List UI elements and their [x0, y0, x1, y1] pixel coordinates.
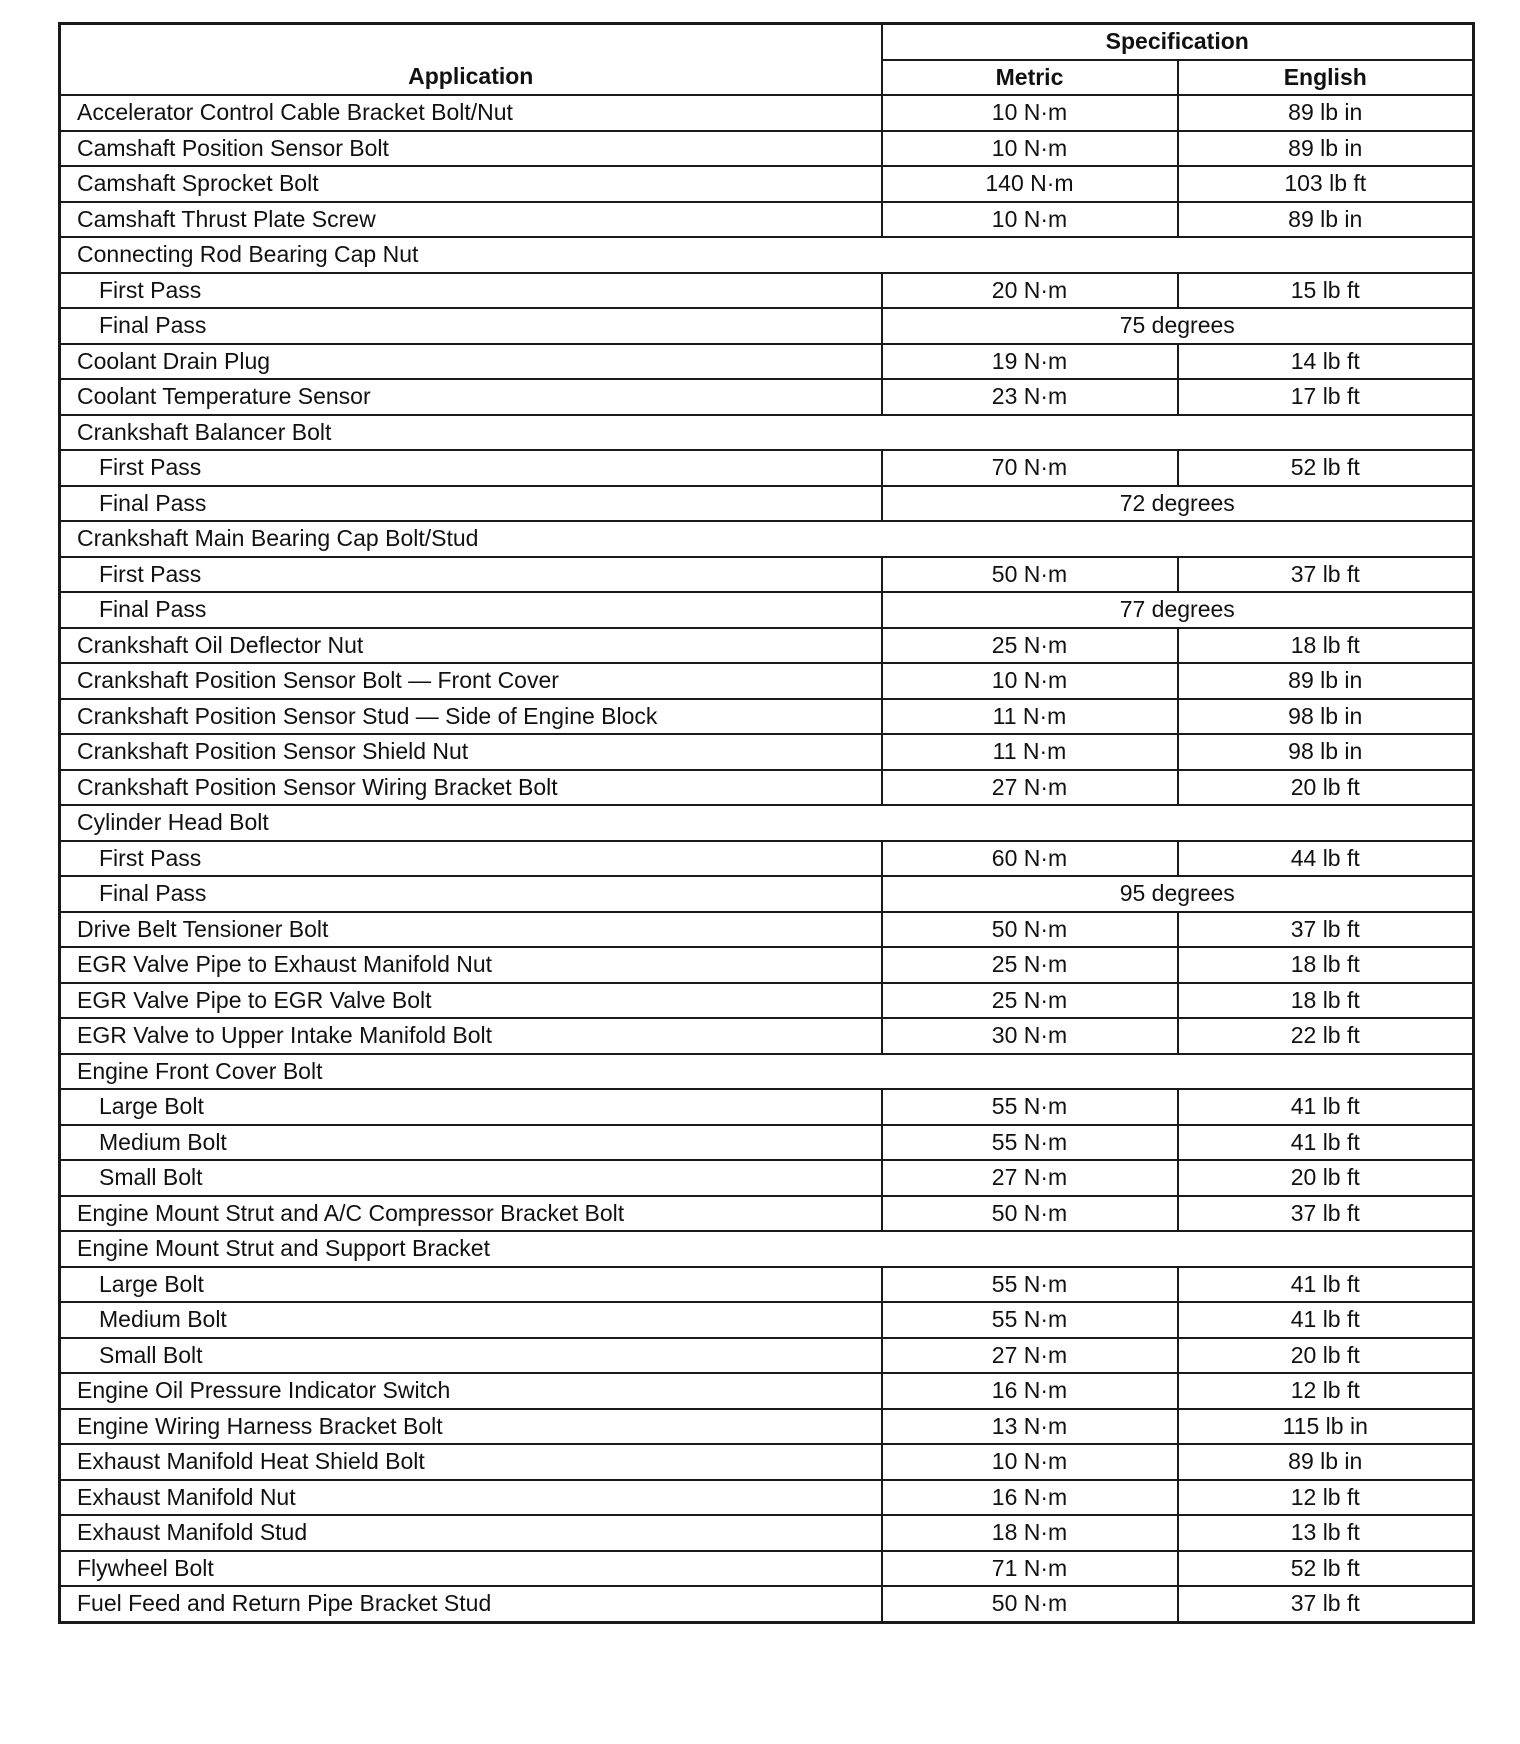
- application-cell: Large Bolt: [60, 1089, 882, 1125]
- table-row: [60, 1373, 1474, 1409]
- application-cell: Fuel Feed and Return Pipe Bracket Stud: [60, 1586, 882, 1622]
- metric-cell: 55 N·m: [882, 1125, 1178, 1161]
- metric-cell: 60 N·m: [882, 841, 1178, 877]
- angle-spec-cell: 75 degrees: [882, 308, 1474, 344]
- group-label: Crankshaft Main Bearing Cap Bolt/Stud: [60, 521, 1474, 557]
- application-cell: Exhaust Manifold Heat Shield Bolt: [60, 1444, 882, 1480]
- group-label: Crankshaft Balancer Bolt: [60, 415, 1474, 451]
- english-cell: 103 lb ft: [1178, 166, 1474, 202]
- metric-cell: 50 N·m: [882, 557, 1178, 593]
- group-label: Engine Front Cover Bolt: [60, 1054, 1474, 1090]
- table-row: [60, 912, 1474, 948]
- english-header: English: [1178, 60, 1474, 96]
- metric-cell: 20 N·m: [882, 273, 1178, 309]
- english-cell: 20 lb ft: [1178, 1338, 1474, 1374]
- application-cell: Engine Oil Pressure Indicator Switch: [60, 1373, 882, 1409]
- english-cell: 52 lb ft: [1178, 1551, 1474, 1587]
- application-cell: Medium Bolt: [60, 1125, 882, 1161]
- table-row: [60, 734, 1474, 770]
- application-cell: Engine Mount Strut and A/C Compressor Bracket Bolt: [60, 1196, 882, 1232]
- table-row: [60, 770, 1474, 806]
- application-cell: Final Pass: [60, 592, 882, 628]
- application-cell: Coolant Temperature Sensor: [60, 379, 882, 415]
- metric-cell: 10 N·m: [882, 131, 1178, 167]
- application-cell: Crankshaft Position Sensor Wiring Bracket Bolt: [60, 770, 882, 806]
- application-cell: Flywheel Bolt: [60, 1551, 882, 1587]
- english-cell: 22 lb ft: [1178, 1018, 1474, 1054]
- group-label: Engine Mount Strut and Support Bracket: [60, 1231, 1474, 1267]
- english-cell: 89 lb in: [1178, 131, 1474, 167]
- english-cell: 37 lb ft: [1178, 557, 1474, 593]
- torque-spec-table: [58, 22, 1475, 1624]
- english-cell: 89 lb in: [1178, 202, 1474, 238]
- application-cell: First Pass: [60, 450, 882, 486]
- table-row: [60, 521, 1474, 557]
- angle-spec-cell: 77 degrees: [882, 592, 1474, 628]
- application-cell: Crankshaft Position Sensor Shield Nut: [60, 734, 882, 770]
- application-cell: EGR Valve to Upper Intake Manifold Bolt: [60, 1018, 882, 1054]
- group-label: Connecting Rod Bearing Cap Nut: [60, 237, 1474, 273]
- table-row: [60, 1018, 1474, 1054]
- table-row: [60, 1267, 1474, 1303]
- table-row: [60, 131, 1474, 167]
- table-row: [60, 1551, 1474, 1587]
- application-cell: First Pass: [60, 557, 882, 593]
- group-label: Cylinder Head Bolt: [60, 805, 1474, 841]
- metric-cell: 19 N·m: [882, 344, 1178, 380]
- table-row: [60, 1125, 1474, 1161]
- table-row: [60, 450, 1474, 486]
- table-row: [60, 592, 1474, 628]
- table-row: [60, 876, 1474, 912]
- english-cell: 13 lb ft: [1178, 1515, 1474, 1551]
- english-cell: 17 lb ft: [1178, 379, 1474, 415]
- english-cell: 89 lb in: [1178, 95, 1474, 131]
- metric-cell: 140 N·m: [882, 166, 1178, 202]
- table-row: [60, 237, 1474, 273]
- metric-cell: 50 N·m: [882, 1586, 1178, 1622]
- english-cell: 98 lb in: [1178, 699, 1474, 735]
- metric-cell: 25 N·m: [882, 947, 1178, 983]
- application-cell: Engine Wiring Harness Bracket Bolt: [60, 1409, 882, 1445]
- table-row: [60, 1444, 1474, 1480]
- metric-cell: 55 N·m: [882, 1267, 1178, 1303]
- table-row: [60, 1231, 1474, 1267]
- torque-spec-page: [58, 22, 1472, 1624]
- table-row: [60, 1586, 1474, 1622]
- table-row: [60, 628, 1474, 664]
- application-cell: First Pass: [60, 841, 882, 877]
- metric-cell: 25 N·m: [882, 983, 1178, 1019]
- application-cell: Large Bolt: [60, 1267, 882, 1303]
- application-cell: Camshaft Thrust Plate Screw: [60, 202, 882, 238]
- english-cell: 41 lb ft: [1178, 1125, 1474, 1161]
- metric-header: Metric: [882, 60, 1178, 96]
- table-row: [60, 663, 1474, 699]
- table-row: [60, 1338, 1474, 1374]
- application-cell: Final Pass: [60, 876, 882, 912]
- application-cell: Accelerator Control Cable Bracket Bolt/Nut: [60, 95, 882, 131]
- application-cell: First Pass: [60, 273, 882, 309]
- metric-cell: 27 N·m: [882, 1338, 1178, 1374]
- metric-cell: 10 N·m: [882, 202, 1178, 238]
- application-cell: Exhaust Manifold Stud: [60, 1515, 882, 1551]
- table-row: [60, 1409, 1474, 1445]
- table-row: [60, 486, 1474, 522]
- application-cell: Final Pass: [60, 486, 882, 522]
- metric-cell: 10 N·m: [882, 1444, 1178, 1480]
- metric-cell: 30 N·m: [882, 1018, 1178, 1054]
- metric-cell: 27 N·m: [882, 770, 1178, 806]
- application-cell: Camshaft Position Sensor Bolt: [60, 131, 882, 167]
- english-cell: 41 lb ft: [1178, 1302, 1474, 1338]
- application-cell: Crankshaft Position Sensor Stud — Side of Engine Block: [60, 699, 882, 735]
- spec-table-body: [60, 95, 1474, 1622]
- table-row: [60, 699, 1474, 735]
- application-cell: Crankshaft Position Sensor Bolt — Front Cover: [60, 663, 882, 699]
- application-cell: Medium Bolt: [60, 1302, 882, 1338]
- table-row: [60, 947, 1474, 983]
- metric-cell: 18 N·m: [882, 1515, 1178, 1551]
- metric-cell: 27 N·m: [882, 1160, 1178, 1196]
- application-cell: Small Bolt: [60, 1160, 882, 1196]
- english-cell: 14 lb ft: [1178, 344, 1474, 380]
- angle-spec-cell: 72 degrees: [882, 486, 1474, 522]
- application-header: Application: [60, 24, 882, 96]
- english-cell: 18 lb ft: [1178, 628, 1474, 664]
- english-cell: 18 lb ft: [1178, 983, 1474, 1019]
- english-cell: 18 lb ft: [1178, 947, 1474, 983]
- application-cell: Final Pass: [60, 308, 882, 344]
- metric-cell: 50 N·m: [882, 1196, 1178, 1232]
- metric-cell: 50 N·m: [882, 912, 1178, 948]
- application-cell: Camshaft Sprocket Bolt: [60, 166, 882, 202]
- metric-cell: 10 N·m: [882, 663, 1178, 699]
- table-row: [60, 95, 1474, 131]
- table-row: [60, 1054, 1474, 1090]
- english-cell: 115 lb in: [1178, 1409, 1474, 1445]
- metric-cell: 16 N·m: [882, 1480, 1178, 1516]
- metric-cell: 13 N·m: [882, 1409, 1178, 1445]
- application-cell: Crankshaft Oil Deflector Nut: [60, 628, 882, 664]
- metric-cell: 16 N·m: [882, 1373, 1178, 1409]
- table-row: [60, 1160, 1474, 1196]
- metric-cell: 71 N·m: [882, 1551, 1178, 1587]
- english-cell: 37 lb ft: [1178, 1196, 1474, 1232]
- table-row: [60, 166, 1474, 202]
- english-cell: 20 lb ft: [1178, 770, 1474, 806]
- metric-cell: 23 N·m: [882, 379, 1178, 415]
- table-row: [60, 841, 1474, 877]
- metric-cell: 10 N·m: [882, 95, 1178, 131]
- specification-header: Specification: [882, 24, 1474, 60]
- table-row: [60, 379, 1474, 415]
- table-row: [60, 1515, 1474, 1551]
- application-cell: Coolant Drain Plug: [60, 344, 882, 380]
- table-row: [60, 344, 1474, 380]
- table-row: [60, 557, 1474, 593]
- english-cell: 15 lb ft: [1178, 273, 1474, 309]
- table-row: [60, 1480, 1474, 1516]
- application-cell: Drive Belt Tensioner Bolt: [60, 912, 882, 948]
- application-cell: EGR Valve Pipe to EGR Valve Bolt: [60, 983, 882, 1019]
- english-cell: 98 lb in: [1178, 734, 1474, 770]
- english-cell: 20 lb ft: [1178, 1160, 1474, 1196]
- angle-spec-cell: 95 degrees: [882, 876, 1474, 912]
- english-cell: 37 lb ft: [1178, 912, 1474, 948]
- english-cell: 44 lb ft: [1178, 841, 1474, 877]
- metric-cell: 25 N·m: [882, 628, 1178, 664]
- table-row: [60, 308, 1474, 344]
- metric-cell: 55 N·m: [882, 1302, 1178, 1338]
- table-row: [60, 1196, 1474, 1232]
- metric-cell: 11 N·m: [882, 699, 1178, 735]
- application-cell: EGR Valve Pipe to Exhaust Manifold Nut: [60, 947, 882, 983]
- table-row: [60, 202, 1474, 238]
- english-cell: 12 lb ft: [1178, 1480, 1474, 1516]
- application-cell: Small Bolt: [60, 1338, 882, 1374]
- english-cell: 12 lb ft: [1178, 1373, 1474, 1409]
- application-cell: Exhaust Manifold Nut: [60, 1480, 882, 1516]
- table-row: [60, 415, 1474, 451]
- table-row: [60, 983, 1474, 1019]
- metric-cell: 11 N·m: [882, 734, 1178, 770]
- table-row: [60, 805, 1474, 841]
- english-cell: 37 lb ft: [1178, 1586, 1474, 1622]
- english-cell: 52 lb ft: [1178, 450, 1474, 486]
- english-cell: 89 lb in: [1178, 1444, 1474, 1480]
- table-row: [60, 1302, 1474, 1338]
- table-row: [60, 273, 1474, 309]
- english-cell: 41 lb ft: [1178, 1267, 1474, 1303]
- english-cell: 41 lb ft: [1178, 1089, 1474, 1125]
- metric-cell: 55 N·m: [882, 1089, 1178, 1125]
- table-row: [60, 1089, 1474, 1125]
- english-cell: 89 lb in: [1178, 663, 1474, 699]
- metric-cell: 70 N·m: [882, 450, 1178, 486]
